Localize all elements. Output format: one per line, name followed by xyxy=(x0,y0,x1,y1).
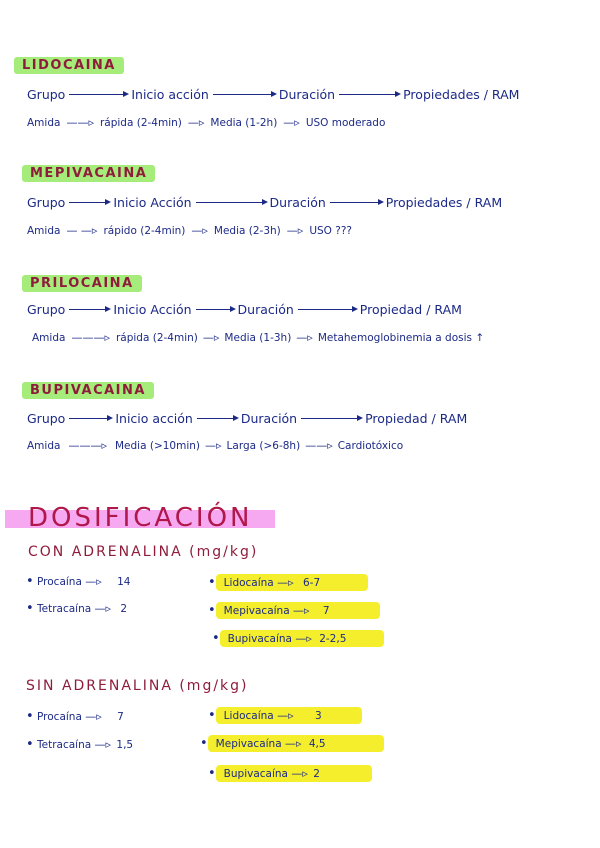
value-grupo: Amida xyxy=(32,332,66,344)
arrow-icon: —▹ xyxy=(191,224,208,237)
header-grupo: Grupo xyxy=(27,195,66,210)
arrow-icon: —▹ xyxy=(187,116,205,129)
value-grupo: Amida xyxy=(27,440,61,452)
arrow-icon: —▹ xyxy=(286,224,304,237)
list-item: • Mepivacaína —▹ 7 xyxy=(208,602,380,619)
value-row xyxy=(27,224,352,237)
drug-name: Bupivacaína xyxy=(227,633,292,645)
arrow-icon: —▹ xyxy=(296,331,313,344)
dose-value: 14 xyxy=(117,576,131,588)
arrow-icon: — —▹ xyxy=(66,224,98,237)
value-duracion: Media (1-2h) xyxy=(210,117,278,129)
header-grupo: Grupo xyxy=(27,87,66,102)
header-row xyxy=(27,87,519,102)
arrow-icon: ——▹ xyxy=(66,116,94,129)
drug-name: Bupivacaína xyxy=(223,768,288,780)
value-row xyxy=(27,439,403,452)
drug-name: Tetracaína xyxy=(37,739,92,751)
header-inicio: Inicio acción xyxy=(131,87,209,102)
list-item: • Tetracaína —▹ 1,5 xyxy=(26,737,134,752)
section-title-prilocaina: PRILOCAINA xyxy=(22,275,142,292)
drug-name: Mepivacaína xyxy=(223,605,290,617)
value-propiedades: Cardiotóxico xyxy=(337,440,404,452)
header-inicio: Inicio acción xyxy=(115,411,193,426)
without-adrenaline-heading: SIN ADRENALINA (mg/kg) xyxy=(26,678,249,694)
list-item: • Mepivacaína —▹ 4,5 xyxy=(200,735,384,752)
list-item: • Lidocaína —▹ 6-7 xyxy=(208,574,368,591)
arrow-icon xyxy=(69,418,111,419)
section-title-lidocaina: LIDOCAINA xyxy=(14,57,124,74)
drug-name: Lidocaína xyxy=(223,710,274,722)
arrow-icon xyxy=(213,94,275,95)
value-propiedades: USO moderado xyxy=(305,117,386,129)
dose-value: 3 xyxy=(314,710,322,722)
list-item: • Procaína —▹ 7 xyxy=(26,709,124,724)
list-item: • Bupivacaína —▹ 2-2,5 xyxy=(212,630,384,647)
value-inicio: rápido (2-4min) xyxy=(103,225,186,237)
arrow-icon xyxy=(298,309,356,310)
header-row xyxy=(27,411,467,426)
list-item: • Procaína —▹ 14 xyxy=(26,574,131,589)
arrow-icon: —▹ xyxy=(202,331,220,344)
dose-value: 2-2,5 xyxy=(319,633,347,645)
drug-name: Procaína xyxy=(37,576,82,588)
header-propiedades: Propiedades / RAM xyxy=(403,87,520,102)
value-duracion: Media (1-3h) xyxy=(224,332,292,344)
header-inicio: Inicio Acción xyxy=(113,302,192,317)
header-propiedades: Propiedad / RAM xyxy=(365,411,468,426)
value-inicio: rápida (2-4min) xyxy=(99,117,182,129)
with-adrenaline-heading: CON ADRENALINA (mg/kg) xyxy=(28,544,259,560)
list-item: • Bupivacaína —▹ 2 xyxy=(208,765,372,782)
header-duracion: Duración xyxy=(237,302,294,317)
section-title-bupivacaina: BUPIVACAINA xyxy=(22,382,154,399)
arrow-icon xyxy=(69,309,109,310)
list-item: • Lidocaína —▹ 3 xyxy=(208,707,362,724)
header-inicio: Inicio Acción xyxy=(113,195,192,210)
arrow-icon xyxy=(196,309,234,310)
value-propiedades: USO ??? xyxy=(309,225,352,237)
value-duracion: Media (2-3h) xyxy=(213,225,281,237)
header-duracion: Duración xyxy=(278,87,336,102)
header-duracion: Duración xyxy=(240,411,298,426)
arrow-icon xyxy=(69,94,127,95)
header-duracion: Duración xyxy=(269,195,326,210)
drug-name: Procaína xyxy=(37,711,82,723)
header-propiedades: Propiedad / RAM xyxy=(359,302,462,317)
value-inicio: rápida (2-4min) xyxy=(115,332,198,344)
drug-name: Tetracaína xyxy=(37,603,92,615)
value-inicio: Media (>10min) xyxy=(114,440,200,452)
header-row xyxy=(27,195,502,210)
arrow-icon xyxy=(196,202,266,203)
header-grupo: Grupo xyxy=(27,411,66,426)
arrow-icon: —▹ xyxy=(283,116,300,129)
dose-value: 7 xyxy=(117,711,124,723)
dose-value: 2 xyxy=(120,603,128,615)
arrow-icon xyxy=(301,418,361,419)
dose-value: 4,5 xyxy=(308,738,326,750)
arrow-icon xyxy=(69,202,109,203)
value-row xyxy=(27,116,385,129)
header-row xyxy=(27,302,462,317)
list-item: • Tetracaína —▹ 2 xyxy=(26,601,128,616)
dose-value: 1,5 xyxy=(116,739,134,751)
value-row xyxy=(32,331,484,344)
arrow-icon: ———▹ xyxy=(71,331,110,344)
arrow-icon: ——▹ xyxy=(305,439,333,452)
dose-value: 7 xyxy=(322,605,330,617)
arrow-icon: ———▹ xyxy=(68,439,107,452)
arrow-icon xyxy=(330,202,382,203)
dose-value: 2 xyxy=(313,768,320,780)
value-grupo: Amida xyxy=(27,225,61,237)
arrow-icon xyxy=(339,94,399,95)
value-duracion: Larga (>6-8h) xyxy=(226,440,301,452)
dose-value: 6-7 xyxy=(302,577,321,589)
header-grupo: Grupo xyxy=(27,302,66,317)
section-title-mepivacaina: MEPIVACAINA xyxy=(22,165,155,182)
page-title: DOSIFICACIÓN xyxy=(28,503,253,533)
drug-name: Mepivacaína xyxy=(215,738,282,750)
value-propiedades: Metahemoglobinemia a dosis ↑ xyxy=(317,332,485,344)
drug-name: Lidocaína xyxy=(223,577,274,589)
arrow-icon xyxy=(197,418,237,419)
header-propiedades: Propiedades / RAM xyxy=(385,195,503,210)
arrow-icon: —▹ xyxy=(205,439,222,452)
value-grupo: Amida xyxy=(27,117,61,129)
